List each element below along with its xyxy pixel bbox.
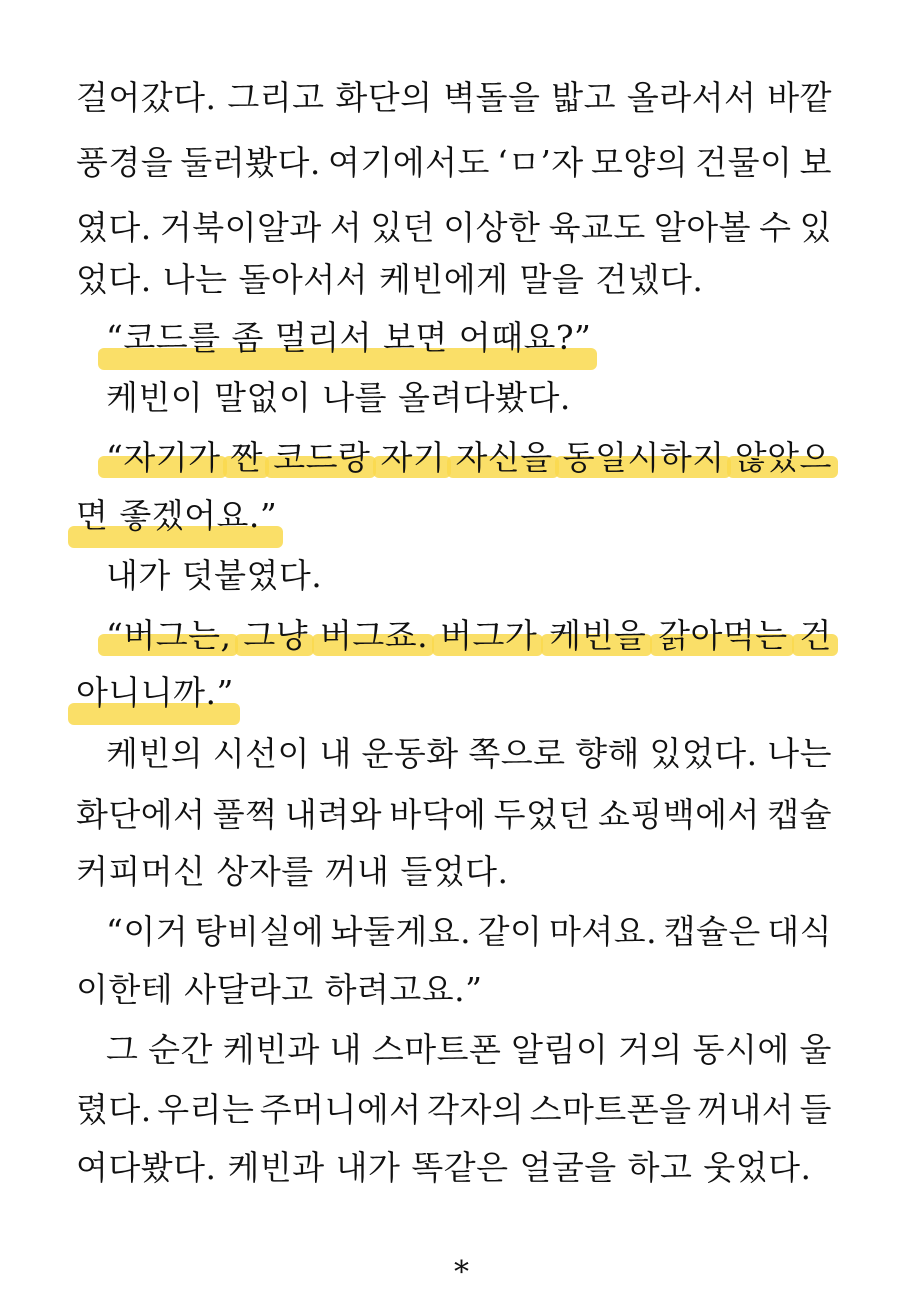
text-line: 었다. 나는 돌아서서 케빈에게 말을 건넸다. — [76, 260, 704, 299]
highlight-span: “코드를 좀 멀리서 보면 어때요?” — [106, 318, 592, 357]
text-line: “이거 탕비실에 놔둘게요. 같이 마셔요. 캡슐은 대식 — [106, 912, 832, 951]
highlight-span: 아니니까.” — [76, 673, 234, 712]
text-line: 그 순간 케빈과 내 스마트폰 알림이 거의 동시에 울 — [106, 1030, 832, 1069]
text-line: 여다봤다. 케빈과 내가 똑같은 얼굴을 하고 웃었다. — [76, 1148, 812, 1187]
highlighted-line: “버그는, 그냥 버그죠. 버그가 케빈을 갉아먹는 건 — [106, 604, 832, 668]
text-line: 커피머신 상자를 꺼내 들었다. — [76, 852, 509, 891]
text-line: 내가 덧붙였다. — [106, 556, 323, 595]
highlighted-line: “자기가 짠 코드랑 자기 자신을 동일시하지 않았으 — [106, 426, 832, 490]
text-line: 걸어갔다. 그리고 화단의 벽돌을 밟고 올라서서 바깥 — [76, 78, 832, 117]
section-separator: * — [454, 1255, 469, 1290]
text-line: 풍경을 둘러봤다. 여기에서도 ‘ㅁ’자 모양의 건물이 보 — [76, 143, 832, 182]
text-line: 였다. 거북이알과 서 있던 이상한 육교도 알아볼 수 있 — [76, 208, 832, 247]
highlight-span: 면 좋겠어요.” — [76, 496, 278, 535]
text-line: 케빈이 말없이 나를 올려다봤다. — [106, 378, 571, 417]
text-line: 이한테 사달라고 하려고요.” — [76, 970, 483, 1009]
text-line: 케빈의 시선이 내 운동화 쪽으로 향해 있었다. 나는 — [106, 734, 832, 773]
highlighted-line — [106, 306, 832, 370]
highlighted-line — [76, 484, 832, 548]
text-line: 렸다. 우리는 주머니에서 각자의 스마트폰을 꺼내서 들 — [76, 1090, 832, 1129]
highlighted-line — [76, 661, 832, 725]
text-line: 화단에서 풀쩍 내려와 바닥에 두었던 쇼핑백에서 캡슐 — [76, 795, 832, 834]
